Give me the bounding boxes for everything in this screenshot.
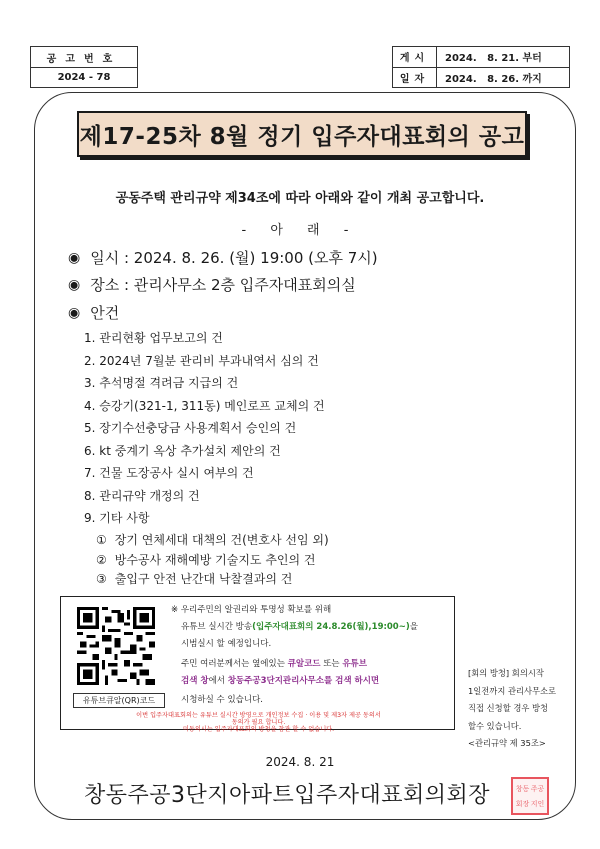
posting-period-box: [392, 46, 570, 88]
qr-code-label: 유튜브큐알(QR)코드: [73, 693, 165, 708]
agenda-item: 7. 건물 도장공사 실시 여부의 건: [84, 466, 254, 480]
date-label: 일자: [393, 68, 437, 88]
youtube-text-line: 검색 창에서 창동주공3단지관리사무소를 검색 하시면: [181, 676, 380, 686]
youtube-text-line: 주민 여러분께서는 옆에있는 큐알코드 또는 유튜브: [181, 659, 367, 669]
sub-item-text: 출입구 안전 난간대 낙찰결과의 건: [114, 572, 293, 586]
place-text: 장소 : 관리사무소 2층 입주자대표회의실: [90, 276, 356, 294]
sub-item-text: 장기 연체세대 대책의 건(변호사 선임 외): [114, 533, 329, 547]
other-items-list: [96, 531, 329, 590]
agenda-item: 5. 장기수선충당금 사용계획서 승인의 건: [84, 421, 297, 435]
sub-item: [96, 531, 329, 551]
notice-number-box: [30, 46, 138, 88]
youtube-text-line: 시범실시 할 예정입니다.: [181, 639, 272, 649]
sub-item-number: ①: [96, 533, 107, 547]
bullet-icon: ◉: [68, 276, 81, 293]
youtube-text-line: 유튜브 실시간 방송(입주자대표회의 24.8.26(월),19:00~)을: [181, 622, 418, 632]
attendance-side-note: [468, 665, 556, 753]
sub-item: [96, 570, 329, 590]
notice-number-value: 2024 - 78: [31, 67, 137, 87]
datetime-text: 일시 : 2024. 8. 26. (월) 19:00 (오후 7시): [90, 249, 378, 267]
bullet-icon: ◉: [68, 304, 81, 321]
notice-number-label: 공고번호: [46, 53, 122, 65]
place-bullet: [68, 274, 356, 295]
agenda-item: 1. 관리현황 업무보고의 건: [84, 331, 223, 345]
youtube-text-line: 시청하실 수 있습니다.: [181, 695, 264, 705]
consent-notice-line: 동의가 필요 합니다.: [231, 719, 286, 726]
sub-item-text: 방수공사 재해예방 기술지도 추인의 건: [114, 552, 316, 567]
agenda-list: [84, 327, 325, 530]
sub-heading: - 아 래 -: [241, 223, 359, 238]
agenda-item: 6. kt 중계기 옥상 추가설치 제안의 건: [84, 443, 281, 458]
bullet-icon: ◉: [68, 249, 81, 266]
posting-until-value: 2024. 8. 26. 까지: [445, 73, 542, 85]
agenda-item: 8. 관리규약 개정의 건: [84, 488, 200, 503]
side-note-line: 1일전까지 관리사무소로: [468, 685, 557, 696]
consent-notice-line: 이번 입주자대표회의는 유튜브 실시간 방영으로 개인정보 수집 · 이용 및 제3자 제공 동의서: [136, 712, 381, 719]
intro-text: 공동주택 관리규약 제34조에 따라 아래와 같이 개최 공고합니다.: [115, 191, 485, 206]
side-note-line: 직접 신청할 경우 방청: [468, 703, 549, 713]
side-note-line: <관리규약 제 35조>: [468, 738, 546, 748]
sub-item: [96, 551, 329, 571]
agenda-bullet: [68, 302, 119, 323]
sub-item-number: ③: [96, 572, 107, 586]
agenda-item: 3. 추석명절 격려금 지급의 건: [84, 376, 239, 390]
notice-title-box: [77, 111, 527, 157]
agenda-item: 2. 2024년 7월분 관리비 부과내역서 심의 건: [84, 353, 319, 368]
signatory: 창동주공3단지아파트입주자대표회의회장: [84, 783, 491, 808]
side-note-line: 할수 있습니다.: [468, 720, 522, 731]
agenda-item: 9. 기타 사항: [84, 511, 150, 525]
posting-until-row: [393, 67, 569, 88]
posting-label: 게시: [393, 47, 437, 67]
agenda-heading: 안건: [90, 304, 120, 322]
side-note-line: [회의 방청] 회의시작: [468, 668, 544, 678]
youtube-notice-box: [60, 596, 455, 733]
consent-notice-line: 미동의시는 입주자대표회의 방청을 참관 할 수 없습니다.: [182, 726, 335, 733]
posting-from-value: 2024. 8. 21. 부터: [445, 53, 542, 65]
datetime-bullet: [68, 247, 378, 268]
sub-item-number: ②: [96, 552, 107, 567]
youtube-text-line: ※ 우리주민의 알권리와 투명성 확보를 위해: [171, 605, 332, 615]
posting-from-row: [393, 47, 569, 67]
notice-date: 2024. 8. 21: [265, 755, 335, 769]
notice-title: 제17-25차 8월 정기 입주자대표회의 공고: [79, 123, 525, 150]
official-seal-stamp: 창동 주공 회장 지인: [511, 777, 549, 815]
agenda-item: 4. 승강기(321-1, 311동) 메인로프 교체의 건: [84, 398, 325, 413]
qr-code-icon[interactable]: [77, 607, 155, 685]
